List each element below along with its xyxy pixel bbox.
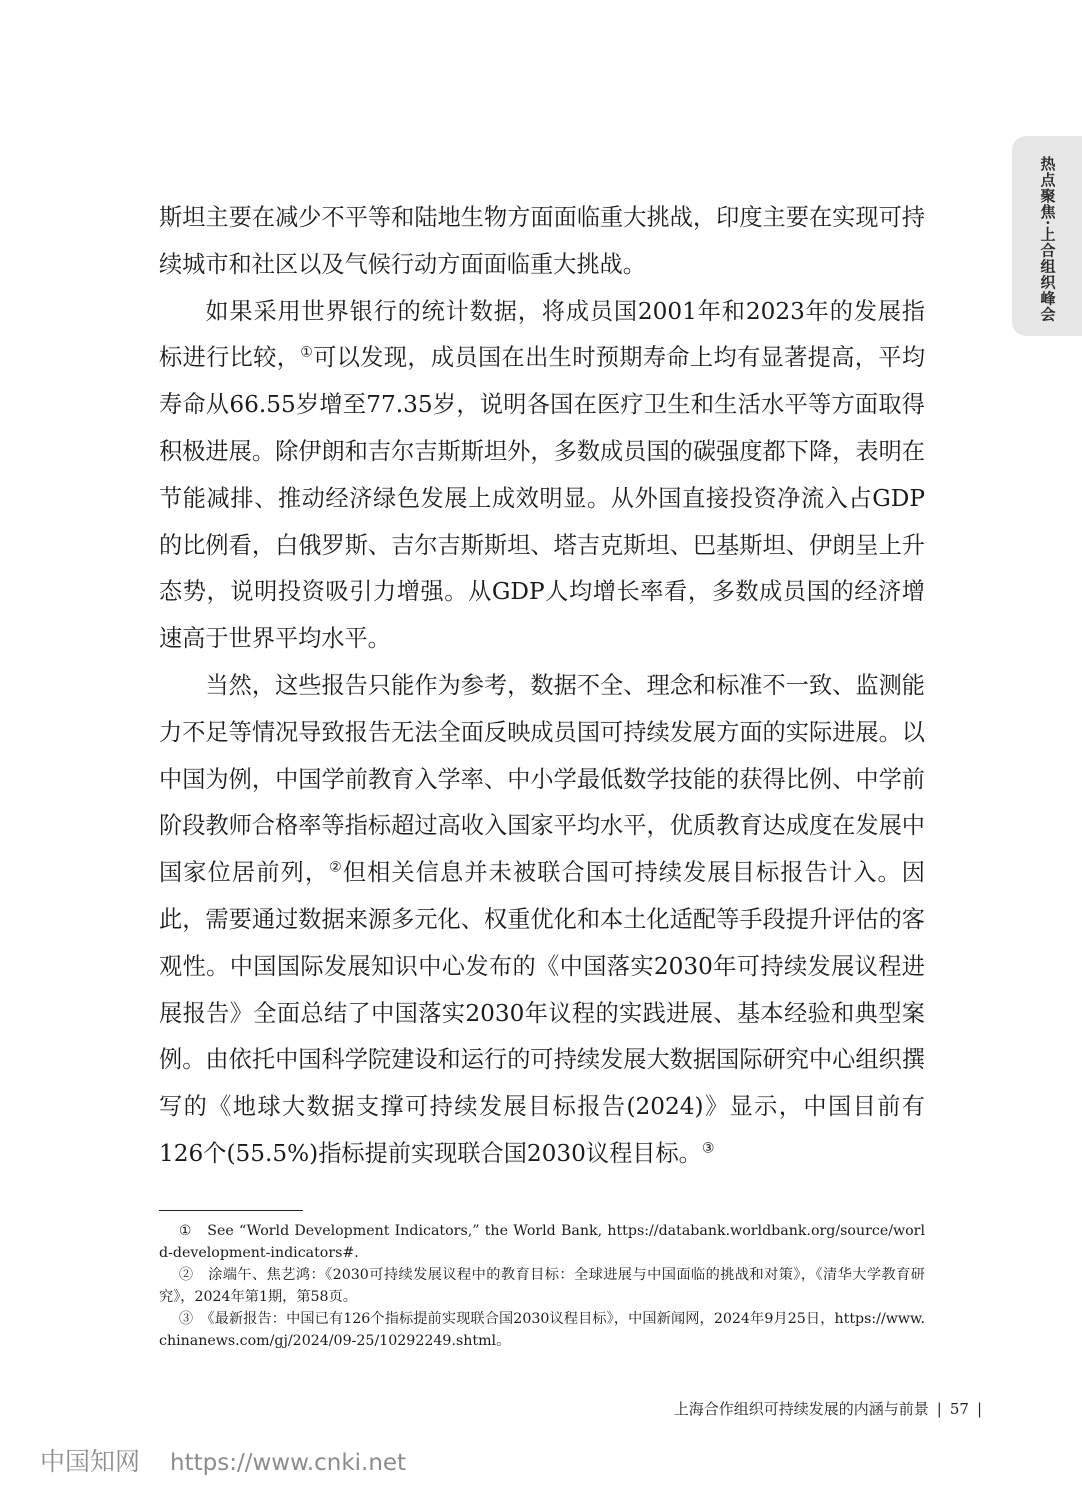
footer-separator-right: |	[976, 1400, 982, 1418]
paragraph-3	[159, 663, 925, 1178]
running-title: 上海合作组织可持续发展的内涵与前景	[673, 1400, 929, 1418]
paragraph-2-text-a: 如果采用世界银行的统计数据，将成员国2001年和2023年的发展指标进行比较，	[159, 297, 925, 372]
footnote-divider	[159, 1210, 303, 1211]
watermark-brand: 中国知网	[40, 1447, 141, 1476]
paragraph-1-text: 斯坦主要在减少不平等和陆地生物方面面临重大挑战，印度主要在实现可持续城市和社区以及气候行动方面面临重大挑战。	[159, 204, 925, 278]
article-body	[159, 195, 925, 1178]
watermark-url: https://www.cnki.net	[170, 1450, 407, 1476]
footnote-2: ② 涂端午、焦艺鸿：《2030可持续发展议程中的教育目标：全球进展与中国面临的挑战和对策》，《清华大学教育研究》，2024年第1期，第58页。	[159, 1267, 925, 1305]
paragraph-2	[159, 289, 925, 663]
section-tab-label: 热点聚焦·上合组织峰会	[1038, 156, 1057, 323]
paragraph-1	[159, 195, 925, 289]
footnote-ref-1[interactable]: ①	[300, 344, 314, 361]
paragraph-2-text-b: 可以发现，成员国在出生时预期寿命上均有显著提高，平均寿命从66.55岁增至77.35岁，说明各国在医疗卫生和生活水平等方面取得积极进展。除伊朗和吉尔吉斯斯坦外，多数成员国的碳强度都下降，表明在节能减排、推动经济绿色发展上成效明显。从外国直接投资净流入占GDP的比例看，白俄罗斯、吉尔吉斯斯坦、塔吉克斯坦、巴基斯坦、伊朗呈上升态势，说明投资吸引力增强。从GDP人均增长率看，多数成员国的经济增速高于世界平均水平。	[159, 344, 926, 653]
footnote-ref-2[interactable]: ②	[329, 859, 343, 876]
paragraph-3-text-a: 当然，这些报告只能作为参考，数据不全、理念和标准不一致、监测能力不足等情况导致报告无法全面反映成员国可持续发展方面的实际进展。以中国为例，中国学前教育入学率、中小学最低数学技能的获得比例、中学前阶段教师合格率等指标超过高收入国家平均水平，优质教育达成度在发展中国家位居前列，	[159, 671, 925, 887]
footnotes	[159, 1220, 925, 1352]
cnki-watermark	[40, 1442, 406, 1478]
footer-separator-left: |	[936, 1400, 942, 1418]
page-number: 57	[949, 1400, 969, 1418]
paragraph-3-text-b: 但相关信息并未被联合国可持续发展目标报告计入。因此，需要通过数据来源多元化、权重优化和本土化适配等手段提升评估的客观性。中国国际发展知识中心发布的《中国落实2030年可持续发展议程进展报告》全面总结了中国落实2030年议程的实践进展、基本经验和典型案例。由依托中国科学院建设和运行的可持续发展大数据国际研究中心组织撰写的《地球大数据支撑可持续发展目标报告(2024)》显示，中国目前有126个(55.5%)指标提前实现联合国2030议程目标。	[159, 859, 925, 1167]
footnote-1: ① See “World Development Indicators,” the World Bank, https://databank.worldbank.org/source/world-development-indicators#.	[159, 1223, 925, 1261]
section-tab	[1012, 136, 1082, 336]
running-footer	[674, 1398, 990, 1419]
footnote-3: ③ 《最新报告：中国已有126个指标提前实现联合国2030议程目标》，中国新闻网，2024年9月25日，https://www.chinanews.com/gj/2024/09-25/10292249.shtml。	[159, 1311, 925, 1349]
footnote-ref-3[interactable]: ③	[701, 1140, 715, 1157]
